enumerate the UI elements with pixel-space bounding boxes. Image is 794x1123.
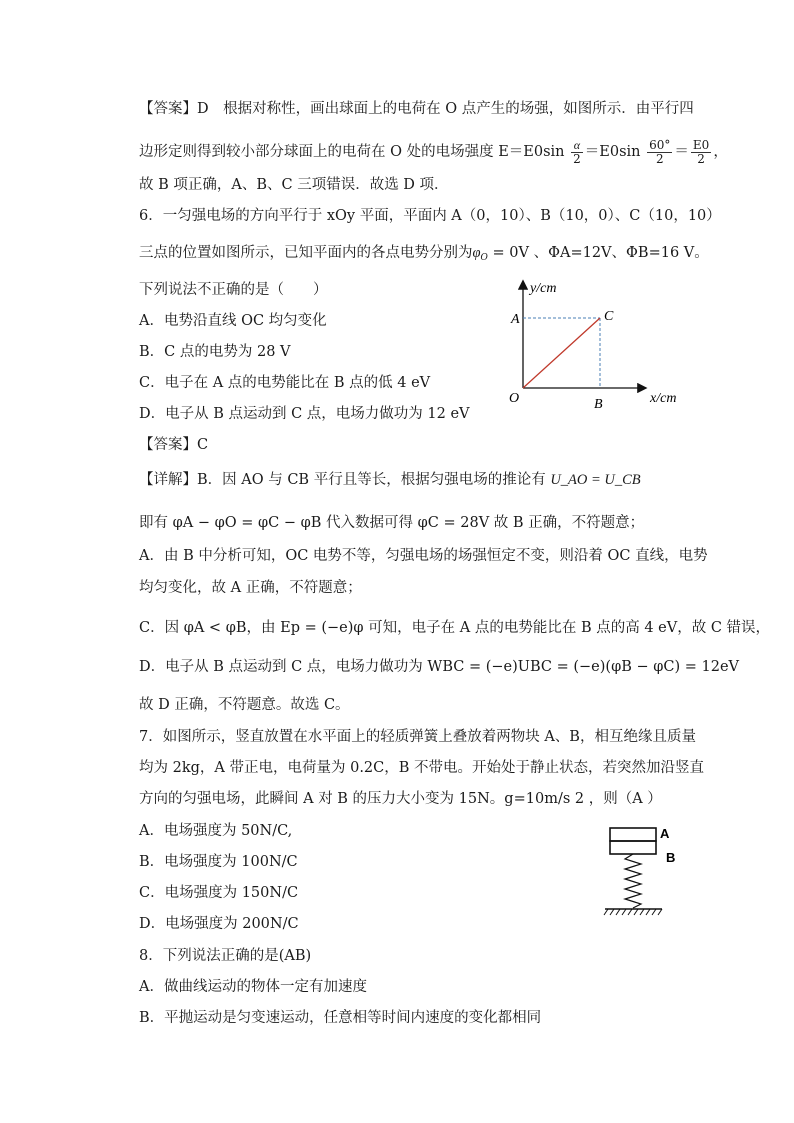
q7-line2: 均为 2kg，A 带正电，电荷量为 0.2C，B 不带电。开始处于静止状态，若突然加沿竖直: [139, 760, 705, 776]
q7-option-b: B．电场强度为 100N/C: [139, 854, 298, 870]
x-axis-label: x/cm: [650, 391, 677, 406]
q6-line1: 6．一匀强电场的方向平行于 xOy 平面，平面内 A（0，10）、B（10，0）、C（10，10）: [139, 208, 721, 224]
q7-option-d: D．电场强度为 200N/C: [139, 916, 299, 932]
q6-detail-equation: U_AO = U_CB: [550, 472, 641, 488]
equation-mid-2: ＝: [674, 144, 689, 160]
fraction-denominator: 2: [655, 151, 664, 166]
ground-hatch: [604, 909, 662, 915]
y-axis-label: y/cm: [530, 281, 557, 296]
q6-detail-line1-text: 【详解】B．因 AO 与 CB 平行且等长，根据匀强电场的推论有: [139, 472, 546, 488]
answer-q5-line3: 故 B 项正确，A、B、C 三项错误．故选 D 项．: [139, 177, 449, 193]
q7-option-a: A．电场强度为 50N/C,: [139, 823, 293, 839]
point-b-label: B: [594, 397, 603, 412]
fraction-denominator: 2: [573, 151, 581, 166]
answer-q5-line2: [139, 133, 728, 173]
q6-detail-line5: C．因 φA < φB，由 Ep = (−e)φ 可知，电子在 A 点的电势能比在 B 点的高 4 eV，故 C 错误，: [139, 620, 771, 636]
q6-detail-line2: 即有 φA − φO = φC − φB 代入数据可得 φC = 28V 故 B 正确，不符题意；: [139, 515, 645, 531]
block-a-label: A: [660, 826, 670, 841]
q8-line1: 8．下列说法正确的是(AB): [139, 948, 312, 964]
fraction-alpha-over-2: [571, 139, 583, 166]
equation-mid: ＝E0sin: [584, 144, 641, 160]
origin-label: O: [509, 391, 520, 406]
q6-stem: 下列说法不正确的是（ ）: [139, 282, 328, 298]
phi-symbol: φ: [472, 245, 481, 261]
q6-option-b: B．C 点的电势为 28 V: [139, 344, 291, 360]
answer-q5-line2-text: 边形定则得到较小部分球面上的电荷在 O 处的电场强度 E＝E0sin: [139, 144, 565, 160]
q6-detail-line4: 均匀变化，故 A 正确，不符题意；: [139, 580, 362, 596]
block-b-label: B: [666, 850, 676, 865]
q8-option-a: A．做曲线运动的物体一定有加速度: [139, 979, 367, 995]
block-a: [610, 828, 656, 841]
q6-coordinate-figure: [500, 272, 700, 412]
fraction-e0-over-2: [691, 139, 711, 166]
q7-line3: 方向的匀强电场，此瞬间 A 对 B 的压力大小变为 15N。g=10m/s 2 ，则（A ）: [139, 791, 662, 807]
q8-option-b: B．平抛运动是匀变速运动，任意相等时间内速度的变化都相同: [139, 1010, 542, 1026]
q6-line2-rest: = 0V 、ΦA=12V、ΦB=16 V。: [487, 245, 709, 261]
point-c-label: C: [604, 309, 614, 324]
q6-option-a: A．电势沿直线 OC 均匀变化: [139, 313, 327, 329]
q6-detail-line7: 故 D 正确，不符题意。故选 C。: [139, 697, 350, 713]
q6-option-d: D．电子从 B 点运动到 C 点，电场力做功为 12 eV: [139, 406, 470, 422]
q6-option-c: C．电子在 A 点的电势能比在 B 点的低 4 eV: [139, 375, 431, 391]
q6-line2-text: 三点的位置如图所示，已知平面内的各点电势分别为: [139, 245, 473, 261]
fraction-numerator: 60°: [649, 137, 671, 152]
q6-detail-line6: D．电子从 B 点运动到 C 点，电场力做功为 WBC = (−e)UBC = (−e)(φB − φC) = 12eV: [139, 659, 740, 675]
q7-spring-figure: [600, 818, 700, 928]
phi-subscript: O: [480, 253, 488, 263]
q6-answer: 【答案】C: [139, 437, 209, 453]
fraction-60-over-2: [647, 139, 672, 166]
point-a-label: A: [511, 312, 520, 327]
block-b: [610, 841, 656, 854]
spring: [625, 854, 641, 908]
equation-end: ，: [713, 144, 728, 160]
answer-q5-line1: 【答案】D 根据对称性，画出球面上的电荷在 O 点产生的场强，如图所示．由平行四: [139, 101, 694, 117]
q6-line2: [139, 243, 709, 268]
fraction-denominator: 2: [697, 151, 705, 166]
fraction-numerator: α: [571, 139, 583, 153]
fraction-numerator: E0: [692, 137, 710, 152]
q6-detail-line1: [139, 470, 641, 490]
q7-option-c: C．电场强度为 150N/C: [139, 885, 299, 901]
line-oc: [523, 318, 600, 388]
q6-detail-line3: A．由 B 中分析可知，OC 电势不等，匀强电场的场强恒定不变，则沿着 OC 直线，电势: [139, 548, 708, 564]
q7-line1: 7．如图所示，竖直放置在水平面上的轻质弹簧上叠放着两物块 A、B，相互绝缘且质量: [139, 729, 696, 745]
